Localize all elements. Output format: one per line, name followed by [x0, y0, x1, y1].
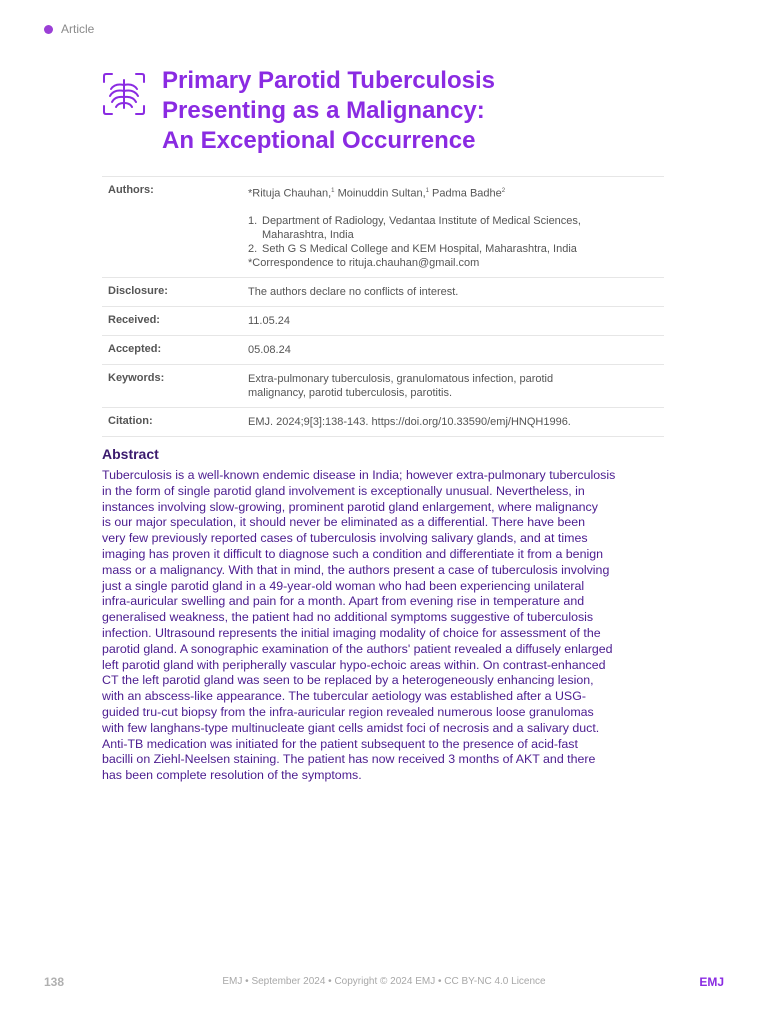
author-affiliation-mark: 1: [425, 188, 429, 194]
disclosure-row: [102, 277, 664, 306]
title-block: [100, 66, 582, 156]
abstract-line: with an abscess-like appearance. The tubercular aetiology was established after a USG-: [102, 689, 586, 704]
abstract-line: guided tru-cut biopsy from the infra-auricular region revealed numerous loose granulomas: [102, 704, 594, 719]
disclosure-value: The authors declare no conflicts of interest.: [248, 285, 459, 298]
affiliation-line: Department of Radiology, Vedantaa Institute of Medical Sciences,: [262, 214, 581, 227]
citation-row: [102, 407, 664, 436]
keywords-label: Keywords:: [108, 371, 165, 384]
abstract-heading: Abstract: [102, 446, 159, 462]
emj-logo: EMJ: [699, 975, 724, 989]
accepted-value: 05.08.24: [248, 343, 291, 356]
page-number: 138: [44, 975, 65, 989]
author-list: [248, 184, 664, 201]
author-name: *Rituja Chauhan,: [248, 187, 332, 200]
affiliation-line: Maharashtra, India: [262, 228, 354, 241]
title-line: An Exceptional Occurrence: [162, 127, 476, 154]
affiliation-item: [248, 214, 664, 242]
footer-info: EMJ • September 2024 • Copyright © 2024 EMJ • CC BY-NC 4.0 Licence: [222, 976, 546, 987]
abstract-line: infection. Ultrasound represents the initial imaging modality of choice for assessment of the: [102, 625, 601, 640]
ribcage-scan-icon: [100, 70, 148, 118]
abstract-line: in the form of single parotid gland involvement is exceptionally unusual. Nevertheless, in: [102, 483, 585, 498]
abstract-line: mass or a malignancy. With that in mind, the authors present a case of tuberculosis involving: [102, 562, 610, 577]
author-name: Padma Badhe: [428, 187, 502, 200]
affiliation-text: [262, 214, 581, 242]
citation-label: Citation:: [108, 414, 153, 427]
correspondence: *Correspondence to rituja.chauhan@gmail.com: [248, 256, 480, 269]
authors-value: [248, 177, 664, 278]
abstract-line: infra-auricular swelling and pain for a month. Apart from evening rise in temperature and: [102, 594, 585, 609]
accepted-label: Accepted:: [108, 342, 162, 355]
affiliation-number: 1.: [248, 214, 258, 227]
tag-label: Article: [61, 22, 95, 36]
received-row: [102, 306, 664, 335]
abstract-line: Anti-TB medication was initiated for the patient subsequent to the presence of acid-fast: [102, 736, 578, 751]
author-affiliation-mark: 2: [501, 188, 506, 194]
received-value: 11.05.24: [248, 314, 291, 327]
abstract-line: CT the left parotid gland was seen to be replaced by a heterogeneously enhancing lesion,: [102, 673, 594, 688]
abstract-line: instances involving slow-growing, prominent parotid gland enlargement, where malignancy: [102, 499, 598, 514]
affiliation-list: [248, 214, 664, 256]
received-label: Received:: [108, 313, 160, 326]
author-affiliation-mark: 1: [331, 188, 335, 194]
abstract-line: has been complete resolution of the symptoms.: [102, 768, 362, 783]
tag-dot-icon: [44, 25, 53, 34]
abstract-line: imaging has proven it difficult to diagnose such a condition and differentiate it from a benign: [102, 546, 603, 561]
accepted-row: [102, 335, 664, 364]
abstract-line: Tuberculosis is a well-known endemic disease in India; however extra-pulmonary tuberculosis: [102, 468, 616, 482]
abstract-line: left parotid gland with peripherally vascular hypo-echoic areas within. On contrast-enhanced: [102, 657, 606, 672]
abstract-line: parotid gland. A sonographic examination of the authors' patient revealed a diffusely enlarged: [102, 641, 613, 656]
keywords-line: malignancy, parotid tuberculosis, parotitis.: [248, 386, 453, 399]
abstract-line: just a single parotid gland in a 49-year-old woman who had been experiencing unilateral: [102, 578, 585, 593]
affiliation-item: [248, 242, 664, 256]
disclosure-label: Disclosure:: [108, 284, 168, 297]
abstract-body: [102, 468, 666, 784]
abstract-line: with few langhans-type multinucleate giant cells amidst foci of necrosis and a salivary duct.: [102, 720, 600, 735]
abstract-line: bacilli on Ziehl-Neelsen staining. The patient has now received 3 months of AKT and there: [102, 752, 596, 767]
title-line: Presenting as a Malignancy:: [162, 97, 485, 124]
author-name: Moinuddin Sultan,: [334, 187, 426, 200]
article-metadata-table: [102, 176, 664, 437]
keywords-value: [248, 364, 664, 407]
article-title: [162, 66, 582, 156]
abstract-line: very few previously reported cases of tuberculosis involving salivary glands, and at times: [102, 531, 588, 546]
title-line: Primary Parotid Tuberculosis: [162, 67, 495, 94]
citation-value[interactable]: EMJ. 2024;9[3]:138-143. https://doi.org/10.33590/emj/HNQH1996.: [248, 415, 571, 428]
abstract-line: is our major speculation, it should never be eliminated as a differential. There have been: [102, 515, 586, 530]
keywords-line: Extra-pulmonary tuberculosis, granulomatous infection, parotid: [248, 372, 554, 385]
page-footer: [0, 975, 768, 995]
keywords-row: [102, 364, 664, 407]
authors-row: [102, 177, 664, 278]
abstract-line: generalised weakness, the patient had no additional symptoms suggestive of tuberculosis: [102, 610, 594, 625]
affiliation-number: 2.: [248, 242, 258, 255]
affiliation-line: Seth G S Medical College and KEM Hospital, Maharashtra, India: [262, 242, 577, 255]
authors-label: Authors:: [108, 184, 154, 196]
article-tag: [44, 22, 94, 36]
